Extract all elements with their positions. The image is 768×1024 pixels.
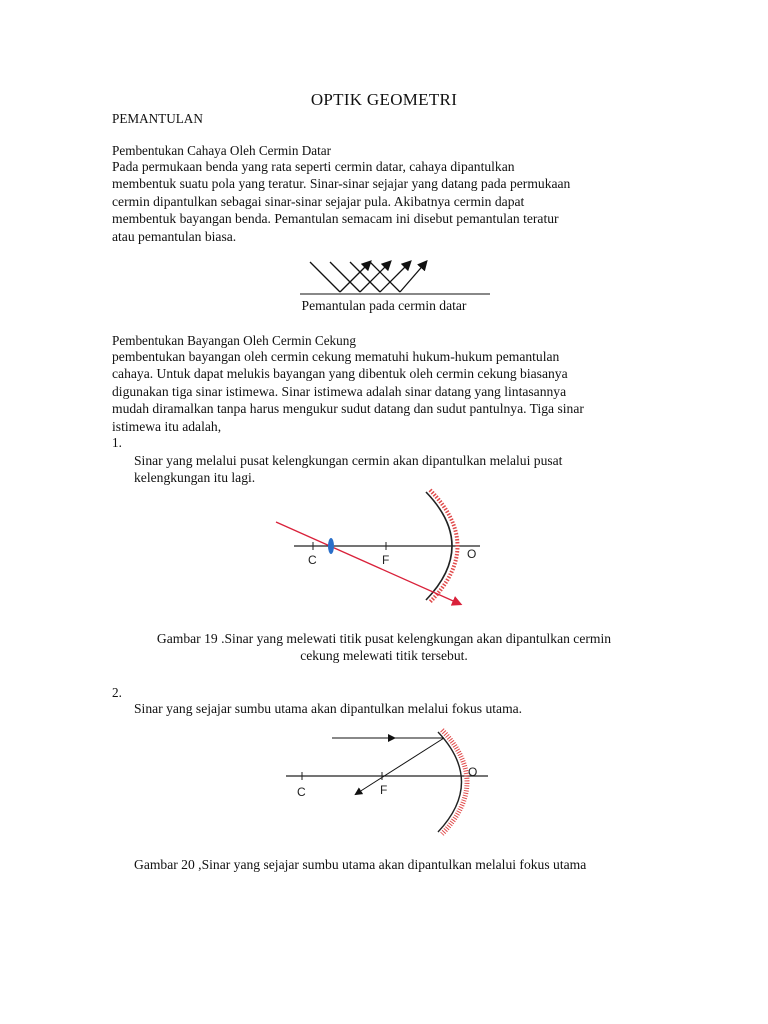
flat-mirror-paragraph xyxy=(112,158,632,245)
label-f: F xyxy=(380,783,388,797)
figure-20-caption: Gambar 20 ,Sinar yang sejajar sumbu utama akan dipantulkan melalui fokus utama xyxy=(134,857,587,872)
center-marker xyxy=(328,538,334,554)
paragraph-line: cermin dipantulkan sebagai sinar-sinar sejajar pula. Akibatnya cermin dapat xyxy=(112,193,525,209)
paragraph-line: digunakan tiga sinar istimewa. Sinar istimewa adalah sinar datang yang lintasannya xyxy=(112,383,567,399)
caption-line: cekung melewati titik tersebut. xyxy=(300,648,468,664)
paragraph-line: pembentukan bayangan oleh cermin cekung mematuhi hukum-hukum pemantulan xyxy=(112,349,560,364)
incident-ray xyxy=(310,262,340,292)
flat-mirror-caption: Pemantulan pada cermin datar xyxy=(301,298,467,313)
concave-mirror-center-ray-diagram xyxy=(270,484,490,610)
paragraph-line: atau pemantulan biasa. xyxy=(112,228,237,244)
label-f: F xyxy=(382,553,390,567)
label-c: C xyxy=(308,553,317,567)
paragraph-line: membentuk suatu pola yang teratur. Sinar-sinar sejajar yang datang pada permukaan xyxy=(112,176,571,192)
paragraph-line: Sinar yang melalui pusat kelengkungan cermin akan dipantulkan melalui pusat xyxy=(134,453,563,468)
flat-mirror-diagram xyxy=(290,252,500,300)
item1-text xyxy=(134,452,634,487)
label-c: C xyxy=(297,785,306,799)
paragraph-line: membentuk bayangan benda. Pemantulan semacam ini disebut pemantulan teratur xyxy=(112,211,559,227)
paragraph-line: kelengkungan itu lagi. xyxy=(134,470,256,486)
item2-text: Sinar yang sejajar sumbu utama akan dipantulkan melalui fokus utama. xyxy=(134,701,523,716)
label-o: O xyxy=(467,547,477,561)
concave-mirror-parallel-ray-diagram xyxy=(282,724,492,840)
reflected-ray xyxy=(356,738,444,794)
paragraph-line: mudah diramalkan tanpa harus mengukur sudut datang dan sudut pantulnya. Tiga sinar xyxy=(112,401,584,417)
label-o: O xyxy=(468,765,478,779)
list-number: 2. xyxy=(112,685,122,700)
paragraph-line: cahaya. Untuk dapat melukis bayangan yang dibentuk oleh cermin cekung biasanya xyxy=(112,366,568,382)
paragraph-line: istimewa itu adalah, xyxy=(112,418,222,434)
page-title: OPTIK GEOMETRI xyxy=(310,90,458,109)
concave-mirror-heading: Pembentukan Bayangan Oleh Cermin Cekung xyxy=(112,333,356,348)
paragraph-line: Pada permukaan benda yang rata seperti cermin datar, cahaya dipantulkan xyxy=(112,159,515,174)
caption-line: Gambar 19 .Sinar yang melewati titik pusat kelengkungan akan dipantulkan cermin xyxy=(156,631,612,646)
figure-19-caption xyxy=(112,630,656,665)
ray-through-center xyxy=(276,522,460,604)
mirror-hatch xyxy=(442,730,467,834)
reflected-ray xyxy=(400,262,426,292)
concave-mirror-paragraph xyxy=(112,348,632,435)
section-heading: PEMANTULAN xyxy=(112,111,203,126)
flat-mirror-heading: Pembentukan Cahaya Oleh Cermin Datar xyxy=(112,143,331,158)
list-number: 1. xyxy=(112,435,122,450)
